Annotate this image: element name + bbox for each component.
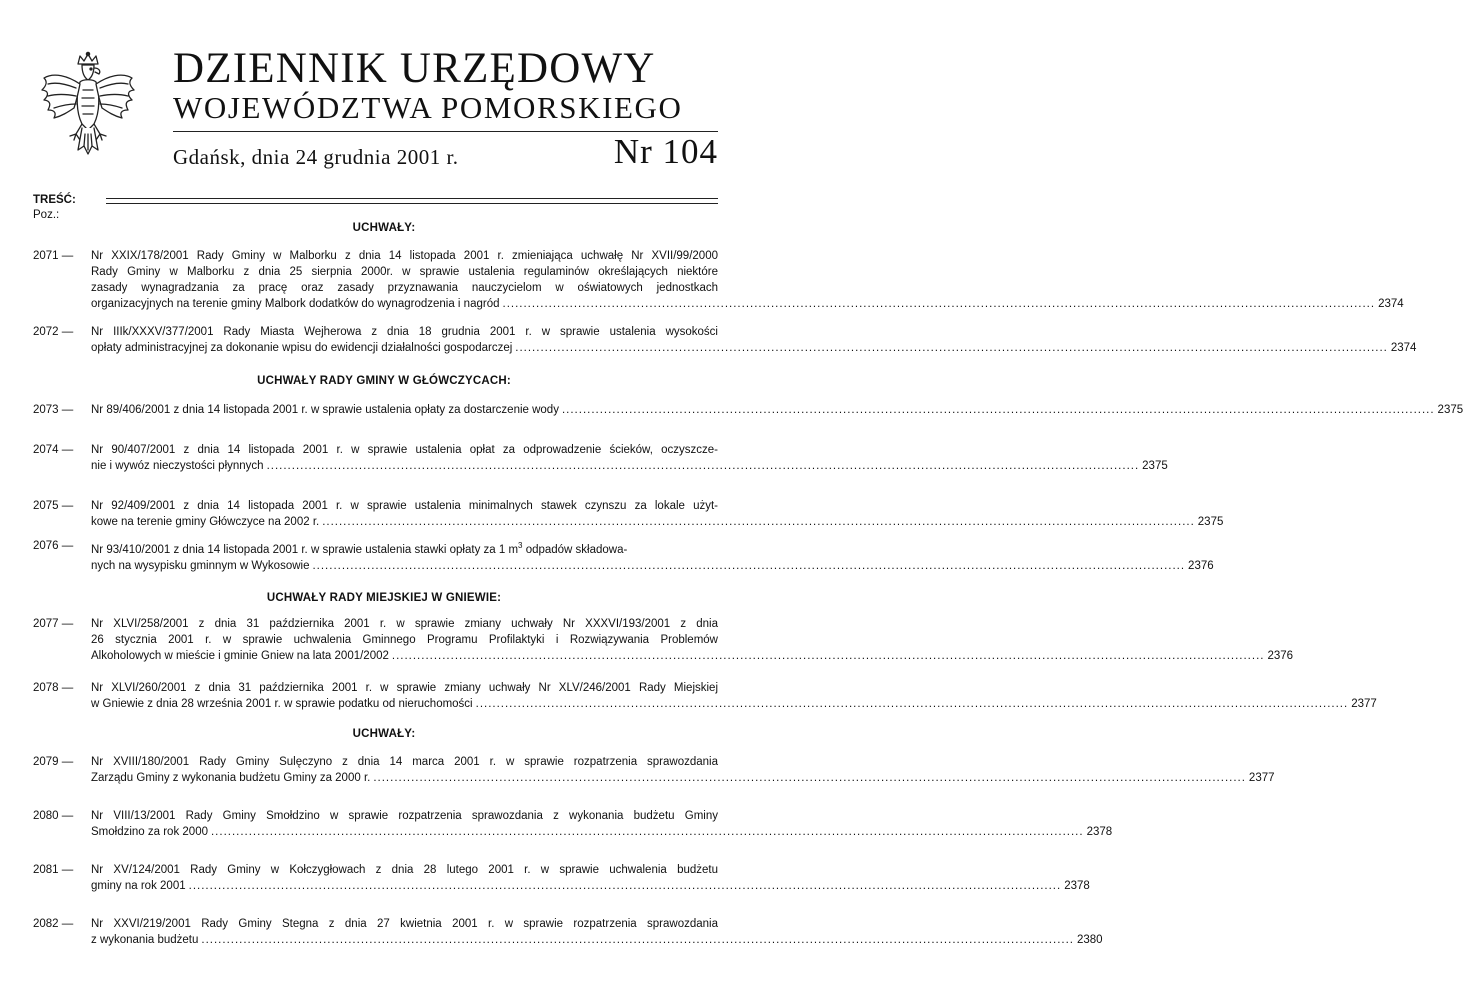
dot-leader: ................................................................................................................................................................................................................ [561, 404, 1435, 416]
entry-text-line: Nr 89/406/2001 z dnia 14 listopada 2001 r. w sprawie ustalenia opłaty za dostarczenie wody [91, 404, 559, 416]
entry-number: 2077 — [33, 618, 74, 630]
entry-number: 2081 — [33, 864, 74, 876]
entry-text-line: Nr VIII/13/2001 Rady Gminy Smołdzino w sprawie rozpatrzenia sprawozdania z wykonania budżetu Gminy [91, 810, 718, 822]
dot-leader: ................................................................................................................................................................................................................ [475, 698, 1349, 710]
toc-entry [33, 324, 1417, 356]
page-number: 2378 [1064, 880, 1090, 892]
toc-entry [33, 808, 1113, 840]
entry-text-line: zasady wynagradzania za pracę oraz zasady przyznawania nauczycielom w oświatowych jednostkach [91, 282, 718, 294]
entry-number: 2072 — [33, 326, 74, 338]
entry-text-line: Rady Gminy w Malborku z dnia 25 sierpnia 2000r. w sprawie ustalenia regulaminów określających niektóre [91, 266, 718, 278]
toc-entry [33, 916, 1103, 948]
dot-leader: ................................................................................................................................................................................................................ [266, 460, 1140, 472]
entry-text-line: Smołdzino za rok 2000 [91, 826, 208, 838]
entry-number: 2074 — [33, 444, 74, 456]
entry-text-line: Nr XLVI/258/2001 z dnia 31 października 2001 r. w sprawie zmiany uchwały Nr XXXVI/193/2001 z dnia [91, 618, 718, 630]
entry-text-line: Alkoholowych w mieście i gminie Gniew na lata 2001/2002 [91, 650, 389, 662]
dot-leader: ................................................................................................................................................................................................................ [515, 342, 1388, 354]
entry-number: 2080 — [33, 810, 74, 822]
entry-text-line: nych na wysypisku gminnym w Wykosowie [91, 560, 310, 572]
entry-number: 2082 — [33, 918, 74, 930]
entry-text-line: w Gniewie z dnia 28 września 2001 r. w sprawie podatku od nieruchomości [91, 698, 473, 710]
page-number: 2378 [1086, 826, 1113, 838]
entry-text-line: Nr XV/124/2001 Rady Gminy w Kołczygłowach z dnia 28 lutego 2001 r. w sprawie uchwalenia budżetu [91, 864, 718, 876]
dot-leader: ................................................................................................................................................................................................................ [502, 298, 1376, 310]
dot-leader: ................................................................................................................................................................................................................ [201, 934, 1074, 946]
dot-leader: ................................................................................................................................................................................................................ [210, 826, 1084, 838]
entry-text-line: 26 stycznia 2001 r. w sprawie uchwalenia Gminnego Programu Profilaktyki i Rozwiązywania Problemów [91, 634, 718, 646]
entry-text-line: Nr 93/410/2001 z dnia 14 listopada 2001 r. w sprawie ustalenia stawki opłaty za 1 $m^3$ odpadów składowa- [91, 541, 628, 556]
entry-number: 2078 — [33, 682, 74, 694]
gazette-title: DZIENNIK URZĘDOWY [173, 45, 656, 92]
entry-text-line: Zarządu Gminy z wykonania budżetu Gminy za 2000 r. [91, 772, 371, 784]
page-number: 2376 [1188, 560, 1214, 572]
entry-text-line: z wykonania budżetu [91, 934, 199, 946]
page-number: 2375 [1142, 460, 1168, 472]
page-number: 2377 [1351, 698, 1377, 710]
toc-entry [33, 538, 1214, 574]
entry-text-line: kowe na terenie gminy Główczyce na 2002 r. [91, 516, 320, 528]
entry-text-line: Nr XVIII/180/2001 Rady Gminy Sulęczyno z dnia 14 marca 2001 r. w sprawie rozpatrzenia sprawozdania [91, 756, 718, 768]
toc-entry [33, 616, 1294, 664]
page-number: 2374 [1378, 298, 1404, 310]
entry-text-line: nie i wywóz nieczystości płynnych [91, 460, 264, 472]
gazette-subtitle: WOJEWÓDZTWA POMORSKIEGO [173, 90, 683, 125]
toc-entry [33, 680, 1377, 712]
dot-leader: ................................................................................................................................................................................................................ [188, 880, 1062, 892]
entry-text-line: organizacyjnych na terenie gminy Malbork dodatków do wynagrodzenia i nagród [91, 298, 500, 310]
section-heading: UCHWAŁY: [352, 728, 416, 740]
dot-leader: ................................................................................................................................................................................................................ [373, 772, 1246, 784]
entry-number: 2076 — [33, 540, 74, 552]
entry-number: 2079 — [33, 756, 74, 768]
superscript: 3 [518, 541, 523, 550]
entry-number: 2073 — [33, 404, 74, 416]
entry-number: 2075 — [33, 500, 74, 512]
entry-text-line: Nr IIIk/XXXV/377/2001 Rady Miasta Wejherowa z dnia 18 grudnia 2001 r. w sprawie ustalenia wysokości [91, 326, 718, 338]
toc-entry [33, 442, 1168, 474]
toc-entry [33, 754, 1275, 786]
entry-text-line: gminy na rok 2001 [91, 880, 186, 892]
entry-number: 2071 — [33, 250, 74, 262]
eagle-emblem-icon [38, 50, 138, 162]
entry-text-line: Nr XXIX/178/2001 Rady Gminy w Malborku z dnia 14 listopada 2001 r. zmieniająca uchwałę Nr XVII/99/2000 [91, 250, 718, 262]
contents-divider [106, 198, 718, 204]
page-number: 2380 [1076, 934, 1103, 946]
section-heading: UCHWAŁY RADY MIEJSKIEJ W GNIEWIE: [266, 592, 502, 604]
entry-text-line: Nr XLVI/260/2001 z dnia 31 października 2001 r. w sprawie zmiany uchwały Nr XLV/246/2001 Rady Miejskiej [91, 682, 718, 694]
dot-leader: ................................................................................................................................................................................................................ [391, 650, 1265, 662]
page-number: 2375 [1197, 516, 1224, 528]
entry-text-line: Nr 90/407/2001 z dnia 14 listopada 2001 r. w sprawie ustalenia opłat za odprowadzenie ścieków, oczyszcze- [91, 444, 718, 456]
section-heading: UCHWAŁY: [352, 222, 416, 234]
toc-entry [33, 498, 1224, 530]
page-number: 2374 [1390, 342, 1417, 354]
page-number: 2377 [1248, 772, 1275, 784]
dot-leader: ................................................................................................................................................................................................................ [312, 560, 1186, 572]
section-heading: UCHWAŁY RADY GMINY W GŁÓWCZYCACH: [257, 375, 511, 387]
page-number: 2375 [1437, 404, 1463, 416]
page-number: 2376 [1267, 650, 1294, 662]
position-label: Poz.: [33, 209, 60, 221]
contents-label: TREŚĆ: [33, 194, 76, 206]
toc-entry [33, 248, 1404, 312]
issue-number: Nr 104 [613, 132, 718, 171]
entry-text-line: Nr 92/409/2001 z dnia 14 listopada 2001 r. w sprawie ustalenia minimalnych stawek czynszu za lokale użyt- [91, 500, 718, 512]
entry-text-line: opłaty administracyjnej za dokonanie wpisu do ewidencji działalności gospodarczej [91, 342, 513, 354]
toc-entry [33, 862, 1090, 894]
entry-text-line: Nr XXVI/219/2001 Rady Gminy Stegna z dnia 27 kwietnia 2001 r. w sprawie rozpatrzenia sprawozdania [91, 918, 718, 930]
toc-entry [33, 402, 1463, 418]
dot-leader: ................................................................................................................................................................................................................ [322, 516, 1195, 528]
issue-date: Gdańsk, dnia 24 grudnia 2001 r. [173, 145, 459, 169]
